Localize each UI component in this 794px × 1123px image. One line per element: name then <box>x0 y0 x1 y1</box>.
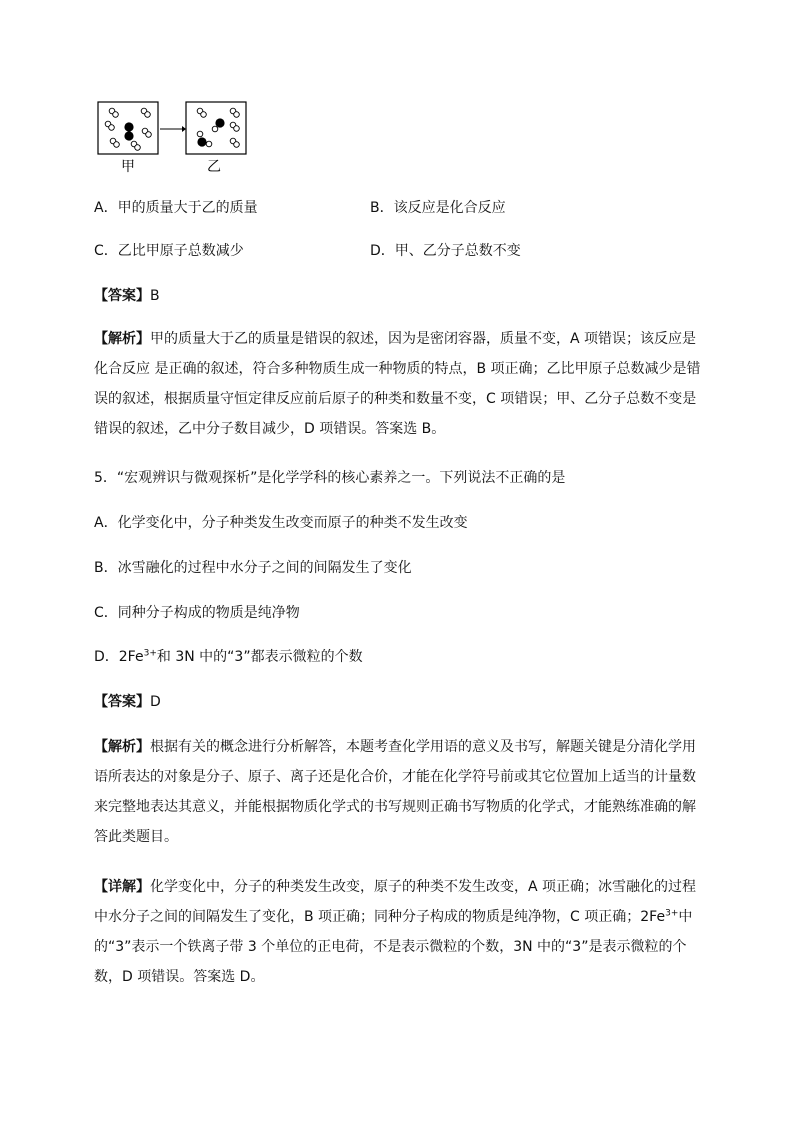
arrow-head <box>182 126 186 132</box>
q4-option-c: C．乙比甲原子总数减少 <box>94 243 244 259</box>
yi-small-atom <box>206 141 212 147</box>
label-yi: 乙 <box>207 159 221 175</box>
reaction-diagram <box>96 100 256 180</box>
q5-option-d <box>94 647 363 667</box>
q4-analysis <box>94 324 704 444</box>
label-jia: 甲 <box>121 159 135 175</box>
answer-value: B <box>150 288 160 304</box>
answer-value: D <box>150 694 161 710</box>
q4-answer <box>94 286 160 306</box>
option-d-pre: D．2Fe <box>94 649 144 665</box>
option-d-post: 和 3N 中的“3”都表示微粒的个数 <box>156 649 363 665</box>
detail-text-2: 中的“3”表示一个铁离子带 3 个单位的正电荷，不是表示微粒的个数，3N 中的“3”是表示微粒的个数，D 项错误。答案选 D。 <box>94 909 693 985</box>
answer-tag: 【答案】 <box>94 288 150 304</box>
q5-answer <box>94 692 161 712</box>
analysis-text: 甲的质量大于乙的质量是错误的叙述，因为是密闭容器，质量不变，A 项错误；该反应是化合反应 是正确的叙述，符合多种物质生成一种物质的特点，B 项正确；乙比甲原子总数减少是错误的叙述，根据质量守恒定律反应前后原子的种类和数量不变，C 项错误；甲、乙分子总数不变是错误的叙述，乙中分子数目减少，D 项错误。答案选 B。 <box>94 331 701 437</box>
q4-option-b: B．该反应是化合反应 <box>370 200 506 216</box>
detail-text-1: 化学变化中，分子的种类发生改变，原子的种类不发生改变，A 项正确；冰雪融化的过程中水分子之间的间隔发生了变化，B 项正确；同种分子构成的物质是纯净物，C 项正确；2Fe <box>94 879 697 925</box>
q5-option-c: C．同种分子构成的物质是纯净物 <box>94 605 300 621</box>
analysis-tag: 【解析】 <box>94 331 150 347</box>
analysis-text: 根据有关的概念进行分析解答，本题考查化学用语的意义及书写，解题关键是分清化学用语所表达的对象是分子、原子、离子还是化合价，才能在化学符号前或其它位置加上适当的计量数来完整地表达其意义，并能根据物质化学式的书写规则正确书写物质的化学式，才能熟练准确的解答此类题目。 <box>94 739 696 845</box>
q5-stem: 5．“宏观辨识与微观探析”是化学学科的核心素养之一。下列说法不正确的是 <box>94 470 566 486</box>
jia-dark-molecule <box>124 122 133 140</box>
q5-analysis <box>94 732 704 852</box>
answer-tag: 【答案】 <box>94 694 150 710</box>
q5-detail <box>94 872 704 992</box>
q5-option-a: A．化学变化中，分子种类发生改变而原子的种类不发生改变 <box>94 515 468 531</box>
analysis-tag: 【解析】 <box>94 739 150 755</box>
detail-sup: 3+ <box>665 908 679 919</box>
q4-option-d: D．甲、乙分子总数不变 <box>370 243 521 259</box>
q4-option-a: A．甲的质量大于乙的质量 <box>94 200 258 216</box>
option-d-sup: 3+ <box>143 648 157 659</box>
detail-tag: 【详解】 <box>94 879 150 895</box>
q5-option-b: B．冰雪融化的过程中水分子之间的间隔发生了变化 <box>94 560 412 576</box>
molecule-diagram-graphic <box>96 100 256 180</box>
